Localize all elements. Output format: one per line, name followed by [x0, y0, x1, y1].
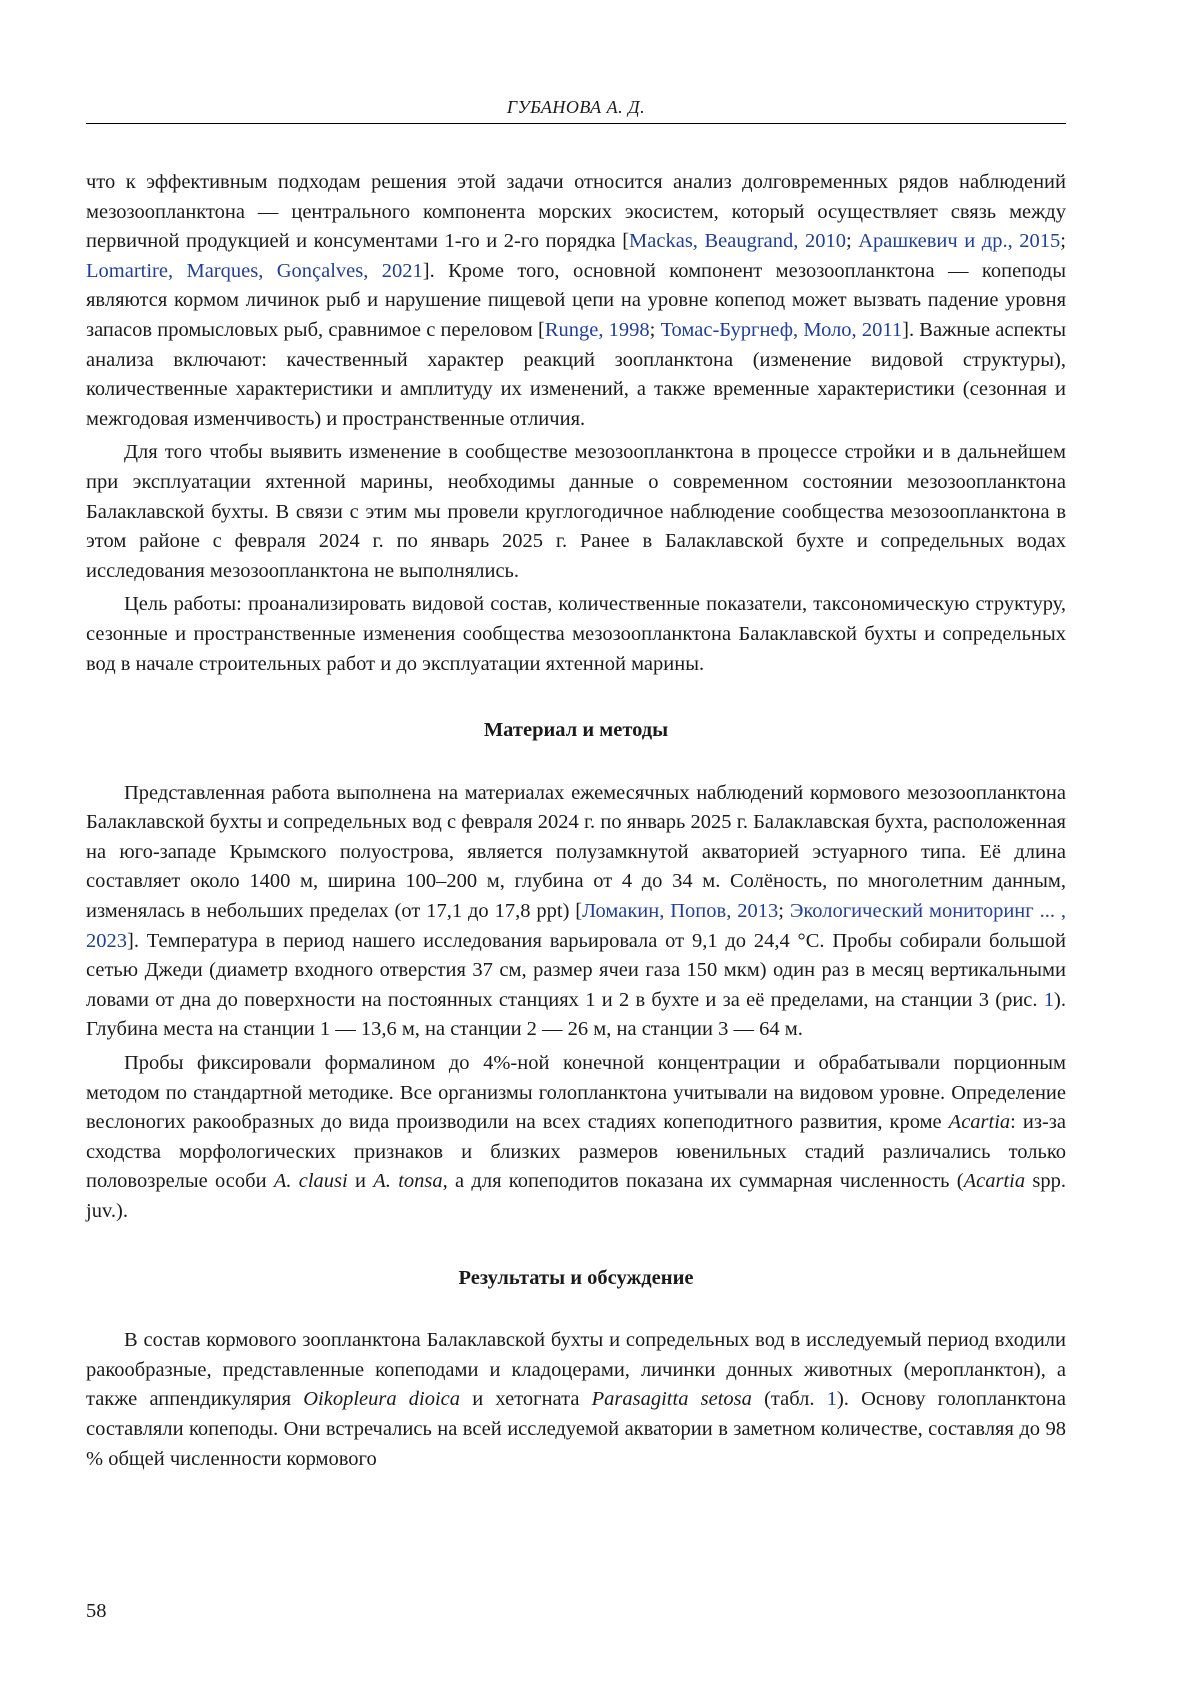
citation-separator: ; — [649, 318, 661, 341]
methods-paragraph — [86, 779, 1066, 1045]
text-run: что к эффективным подходам решения этой задачи относится анализ долговременных рядов наблюдений мезозоопланктона — центрального компонента морских экосистем, который осуществляет связь между первичной продукцией и консументами 1-го и 2-го порядка [ — [86, 171, 1066, 253]
taxon-name: A. clausi — [273, 1170, 348, 1193]
text-run: (табл. — [751, 1388, 827, 1411]
taxon-name: Parasagitta setosa — [591, 1388, 752, 1411]
taxon-name: Acartia — [948, 1111, 1011, 1134]
text-run: ]. Температура в период нашего исследования варьировала от 9,1 до 24,4 °С. Пробы собирали большой сетью Джеди (диаметр входного отверстия 37 см, размер ячеи газа 150 мкм) один раз в месяц вертикальными ловами от дна до поверхности на постоянных станциях 1 и 2 в бухте и за её пределами, на станции 3 (рис. — [86, 929, 1066, 1011]
article-body — [86, 168, 1066, 1474]
citation-link[interactable]: Арашкевич и др., 2015 — [858, 230, 1061, 253]
text-run: ). Основу голопланктона составляли копеподы. Они встречались на всей исследуемой акватории в заметном количестве, составляя до 98 % общей численности кормового — [86, 1388, 1066, 1470]
citation-link[interactable]: Runge, 1998 — [544, 318, 650, 341]
section-heading-methods: Материал и методы — [483, 719, 669, 742]
citation-link[interactable]: Lomartire, Marques, Gonçalves, 2021 — [86, 259, 423, 282]
text-run: и — [347, 1170, 374, 1193]
running-title: ГУБАНОВА А. Д. — [506, 97, 646, 117]
table-reference-link[interactable]: 1 — [826, 1388, 837, 1411]
taxon-name: Oikopleura dioica — [303, 1388, 461, 1411]
figure-reference-link[interactable]: 1 — [1043, 988, 1055, 1011]
citation-link[interactable]: Томас-Бургнеф, Моло, 2011 — [660, 318, 903, 341]
taxon-name: Acartia — [963, 1170, 1026, 1193]
taxon-name: A. tonsa — [373, 1170, 443, 1193]
text-run: В состав кормового зоопланктона Балаклавской бухты и сопредельных вод в исследуемый период входили ракообразные, представленные копеподами и кладоцерами, личинки донных животных (меропланктон), а также аппендикулярия — [86, 1329, 1066, 1411]
results-paragraph — [86, 1326, 1066, 1474]
citation-link[interactable]: Mackas, Beaugrand, 2010 — [629, 230, 846, 253]
section-heading-results: Результаты и обсуждение — [458, 1266, 694, 1289]
text-run: ]. Важные аспекты анализа включают: качественный характер реакций зоопланктона (изменение видовой структуры), количественные характеристики и амплитуду их изменений, а также временные характеристики (сезонная и межгодовая изменчивость) и пространственные отличия. — [86, 318, 1066, 430]
text-run: и хетогната — [460, 1388, 592, 1411]
citation-link[interactable]: Ломакин, Попов, 2013 — [582, 900, 779, 923]
text-run: ). Глубина места на станции 1 — 13,6 м, на станции 2 — 26 м, на станции 3 — 64 м. — [86, 988, 1066, 1041]
page-number: 58 — [86, 1600, 107, 1622]
citation-separator: ; — [845, 230, 859, 253]
text-run: spp. juv.). — [86, 1170, 1067, 1222]
text-run: ]. Кроме того, основной компонент мезозоопланктона — копеподы являются кормом личинок рыб и нарушение пищевой цепи на уровне копепод может вызвать падение уровня запасов промысловых рыб, сравнимое с переловом [ — [86, 259, 1066, 341]
methods-paragraph — [86, 1049, 1066, 1227]
text-run: : из-за сходства морфологических признаков и близких размеров ювенильных стадий различались только половозрелые особи — [86, 1111, 1066, 1193]
text-run: Пробы фиксировали формалином до 4%-ной конечной концентрации и обрабатывали порционным методом по стандартной методике. Все организмы голопланктона учитывали на видовом уровне. Определение веслоногих ракообразных до вида производили на всех стадиях копеподитного развития, кроме — [86, 1052, 1066, 1134]
intro-paragraph: Для того чтобы выявить изменение в сообществе мезозоопланктона в процессе стройки и в дальнейшем при эксплуатации яхтенной марины, необходимы данные о современном состоянии мезозоопланктона Балаклавской бухты. В связи с этим мы провели круглогодичное наблюдение сообщества мезозоопланктона в этом районе с февраля 2024 г. по январь 2025 г. Ранее в Балаклавской бухте и сопредельных водах исследования мезозоопланктона не выполнялись. — [86, 441, 1066, 582]
header-rule — [86, 123, 1066, 124]
text-run: Представленная работа выполнена на материалах ежемесячных наблюдений кормового мезозоопланктона Балаклавской бухты и сопредельных вод с февраля 2024 г. по январь 2025 г. Балаклавская бухта, расположенная на юго-западе Крымского полуострова, является полузамкнутой акваторией эстуарного типа. Её длина составляет около 1400 м, ширина 100–200 м, глубина от 4 до 34 м. Солёность, по многолетним данным, изменялась в небольших пределах (от 17,1 до 17,8 ppt) [ — [86, 781, 1066, 923]
citation-link[interactable]: Экологический мониторинг ... , 2023 — [86, 900, 1066, 952]
citation-separator: ; — [1060, 230, 1066, 253]
aim-paragraph: Цель работы: проанализировать видовой состав, количественные показатели, таксономическую структуру, сезонные и пространственные изменения сообщества мезозоопланктона Балаклавской бухты и сопредельных вод в начале строительных работ и до эксплуатации яхтенной марины. — [86, 593, 1066, 675]
citation-separator: ; — [778, 900, 790, 923]
text-run: , а для копеподитов показана их суммарная численность ( — [442, 1170, 964, 1193]
intro-paragraph-continued — [86, 168, 1066, 434]
